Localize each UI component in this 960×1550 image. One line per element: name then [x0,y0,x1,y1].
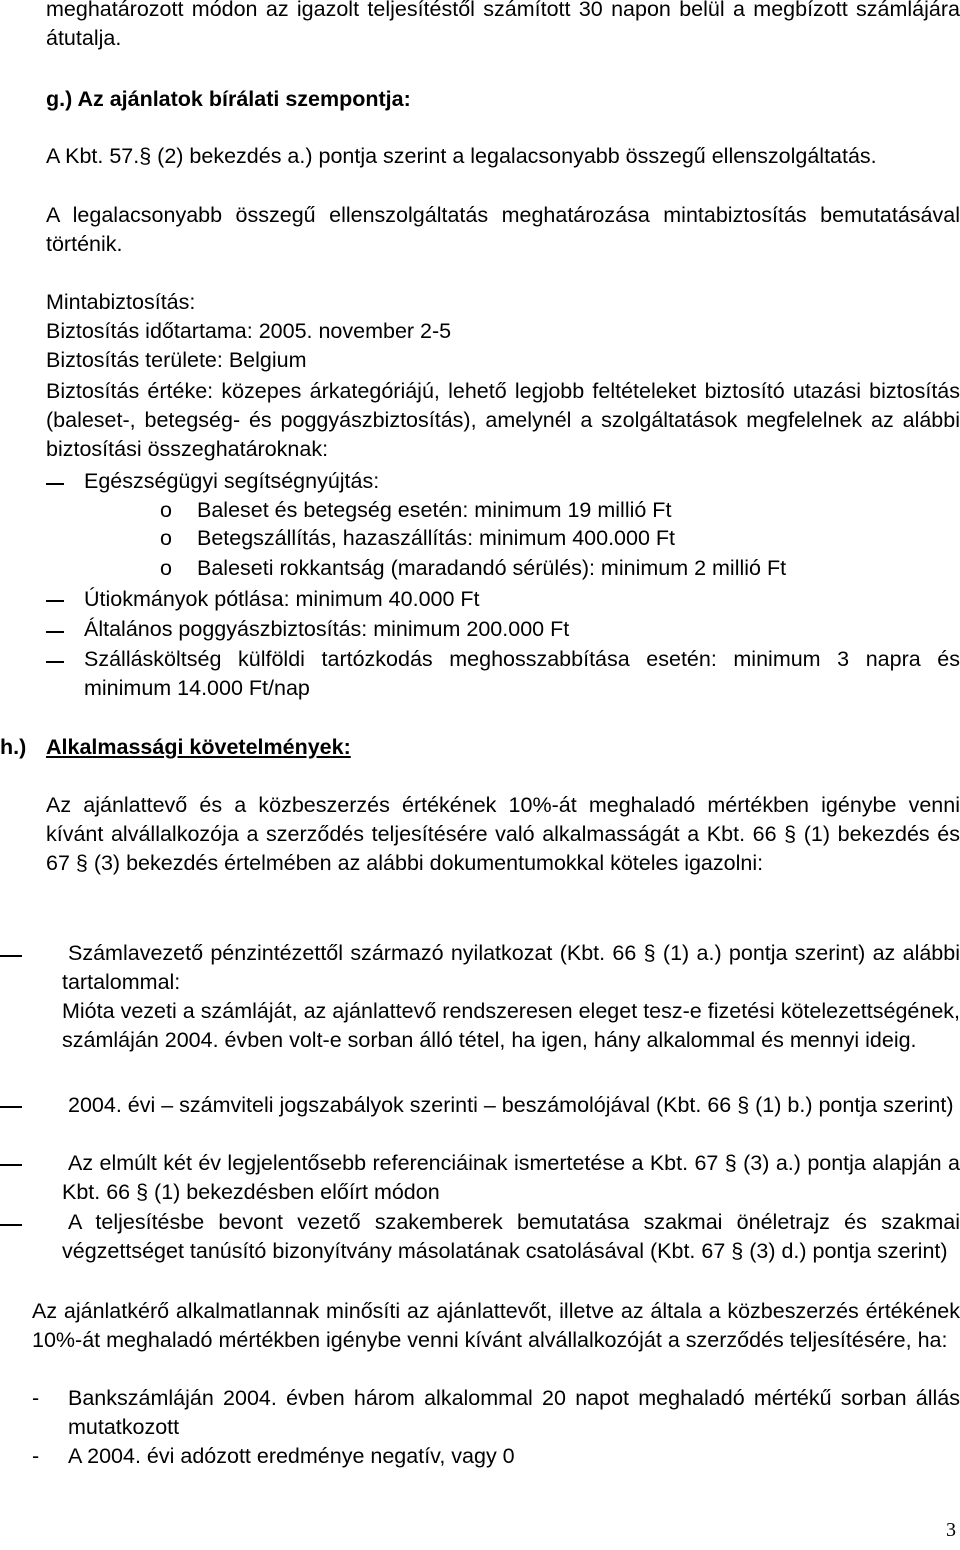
dash-bullet [46,661,64,663]
requirement-item: Számlavezető pénzintézettől származó nyilatkozat (Kbt. 66 § (1) a.) pontja szerint) az alábbi tartalommal: [62,941,960,994]
sub-list-item: Baleset és betegség esetén: minimum 19 millió Ft [197,498,672,522]
unfit-item: A 2004. évi adózott eredménye negatív, vagy 0 [68,1444,515,1468]
section-h-heading: Alkalmassági követelmények: [46,735,351,759]
sample-label: Mintabiztosítás: [46,290,196,314]
hyphen-bullet: - [32,1444,40,1468]
requirement-item: 2004. évi – számviteli jogszabályok szerinti – beszámolójával (Kbt. 66 § (1) b.) pontja szerint) [68,1093,954,1117]
criteria-line-2: A legalacsonyabb összegű ellenszolgáltatás meghatározása mintabiztosítás bemutatásával történik. [46,203,960,256]
insurance-area: Biztosítás területe: Belgium [46,348,307,372]
section-g-heading: g.) Az ajánlatok bírálati szempontja: [46,87,411,111]
unfit-item: Bankszámláján 2004. évben három alkalommal 20 napot meghaladó mértékű sorban állás mutatkozott [68,1386,960,1439]
dash-bullet [0,955,22,957]
dash-bullet [0,1164,22,1166]
criteria-line-1: A Kbt. 57.§ (2) bekezdés a.) pontja szerint a legalacsonyabb összegű ellenszolgáltatás. [46,144,877,168]
insurance-duration: Biztosítás időtartama: 2005. november 2-5 [46,319,452,343]
dash-bullet [46,600,64,602]
top-paragraph: meghatározott módon az igazolt teljesítéstől számított 30 napon belül a megbízott számlájára átutalja. [46,0,960,50]
circle-bullet: o [160,526,172,550]
sub-list-item: Baleseti rokkantság (maradandó sérülés): minimum 2 millió Ft [197,556,787,580]
circle-bullet: o [160,556,172,580]
section-h-label: h.) [0,735,27,759]
insurance-value: Biztosítás értéke: közepes árkategóriájú, lehető legjobb feltételeket biztosító utazási biztosítás (baleset-, betegség- és poggyászbiztosítás), amelynél a szolgáltatások megfelelnek az alábbi biztosítási összeghatároknak: [46,379,960,461]
dash-bullet [0,1106,22,1108]
dash-bullet [46,483,64,485]
requirement-item: A teljesítésbe bevont vezető szakemberek bemutatása szakmai önéletrajz és szakmai végzettséget tanúsító bizonyítvány másolatának csatolásával (Kbt. 67 § (3) d.) pontja szerint) [62,1210,960,1263]
list-item: Útiokmányok pótlása: minimum 40.000 Ft [84,587,480,611]
requirement-item: Az elmúlt két év legjelentősebb referenciáinak ismertetése a Kbt. 67 § (3) a.) pontja alapján a Kbt. 66 § (1) bekezdésben előírt módon [62,1151,960,1204]
section-h-intro: Az ajánlattevő és a közbeszerzés értékének 10%-át meghaladó mértékben igénybe venni kívánt alvállalkozója a szerződés teljesítésére való alkalmasságát a Kbt. 66 § (1) bekezdés és 67 § (3) bekezdés értelmében az alábbi dokumentumokkal köteles igazolni: [46,793,960,875]
dash-bullet [46,631,64,633]
circle-bullet: o [160,498,172,522]
list-item: Egészségügyi segítségnyújtás: [84,469,380,493]
dash-bullet [0,1224,22,1226]
requirement-detail: Mióta vezeti a számláját, az ajánlattevő rendszeresen eleget tesz-e fizetési kötelezettségének, számláján 2004. évben volt-e sorban álló tétel, ha igen, hány alkalommal és mennyi ideig. [62,999,960,1052]
list-item: Szállásköltség külföldi tartózkodás meghosszabbítása esetén: minimum 3 napra és minimum 14.000 Ft/nap [84,647,960,700]
hyphen-bullet: - [32,1386,40,1410]
unfit-intro: Az ajánlatkérő alkalmatlannak minősíti az ajánlattevőt, illetve az általa a közbeszerzés értékének 10%-át meghaladó mértékben igénybe venni kívánt alvállalkozóját a szerződés teljesítésére, ha: [32,1299,960,1352]
page-number: 3 [946,1519,956,1541]
sub-list-item: Betegszállítás, hazaszállítás: minimum 400.000 Ft [197,526,675,550]
list-item: Általános poggyászbiztosítás: minimum 200.000 Ft [84,617,570,641]
